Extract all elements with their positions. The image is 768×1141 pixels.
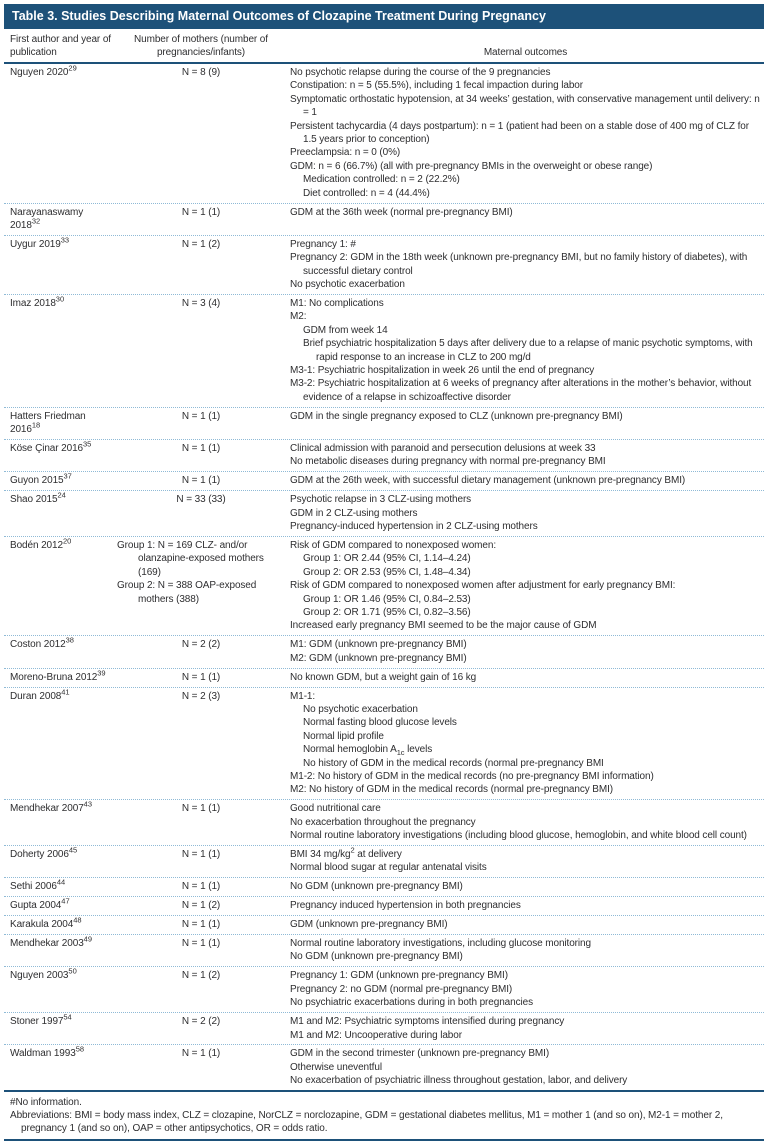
author-cell: Gupta 2004$^{47}$ — [10, 896, 70, 912]
outcome-line: Pregnancy 2: no GDM (normal pre-pregnancy BMI) — [290, 983, 513, 995]
reference-superscript: 18 — [31, 420, 41, 430]
outcome-line: Pregnancy 1: # — [290, 238, 356, 250]
outcome-line: Otherwise uneventful — [290, 1061, 382, 1073]
outcome-line: Pregnancy-induced hypertension in 2 CLZ-using mothers — [290, 521, 538, 533]
reference-superscript: 35 — [83, 439, 92, 449]
author-cell: Bodén 2012$^{20}$ — [10, 536, 72, 551]
outcome-line: M2: — [290, 311, 307, 323]
mothers-count-cell: N = 2 (2) — [181, 639, 221, 651]
outcome-line: No psychotic relapse during the course of the 9 pregnancies — [290, 67, 551, 78]
reference-superscript: 24 — [57, 490, 66, 500]
outcome-line: M1 and M2: Psychiatric symptoms intensified during pregnancy — [290, 1016, 565, 1028]
outcome-line: Group 1: OR 2.44 (95% CI, 1.14–4.24) — [303, 553, 471, 565]
outcomes-cell — [287, 937, 764, 964]
outcome-line: Clinical admission with paranoid and persecution delusions at week 33 — [290, 443, 596, 455]
outcome-line: Good nutritional care — [290, 803, 381, 815]
outcome-line: No known GDM, but a weight gain of 16 kg — [290, 671, 477, 683]
outcome-line: No psychotic exacerbation — [290, 279, 405, 291]
outcomes-cell — [287, 442, 764, 469]
outcomes-cell — [287, 690, 764, 797]
author-cell: Köse Çinar 2016$^{35}$ — [10, 439, 92, 455]
outcome-line: Pregnancy induced hypertension in both pregnancies — [290, 900, 521, 912]
outcome-line: No history of GDM in the medical records (normal pre-pregnancy BMI — [303, 757, 604, 769]
outcome-line: GDM: n = 6 (66.7%) (all with pre-pregnancy BMIs in the overweight or obese range) — [290, 160, 653, 172]
mothers-count-cell: N = 1 (2) — [181, 970, 221, 982]
mothers-count-cell: N = 1 (1) — [181, 849, 221, 861]
mothers-count-cell: N = 3 (4) — [181, 298, 221, 309]
mothers-count-cell: N = 1 (2) — [181, 238, 221, 250]
mothers-count-cell: N = 1 (1) — [181, 881, 221, 893]
outcomes-cell — [287, 918, 764, 931]
reference-superscript: 45 — [68, 845, 78, 855]
mothers-count-cell: N = 1 (1) — [181, 938, 221, 950]
outcomes-cell — [287, 969, 764, 1009]
outcome-line: Symptomatic orthostatic hypotension, at 34 weeks’ gestation, with conservative management until delivery: n = 1 — [290, 93, 760, 119]
outcome-line: Persistent tachycardia (4 days postpartum): n = 1 (patient had been on a stable dose of 400 mg of CLZ for 1.5 years prior to conception) — [290, 120, 749, 146]
outcome-line: Pregnancy 2: GDM in the 18th week (unknown pre-pregnancy BMI, but no family history of diabetes), with successful dietary control — [290, 252, 748, 277]
outcomes-cell — [287, 493, 764, 533]
author-cell: Narayanaswamy 2018$^{32}$ — [10, 206, 84, 231]
outcome-line: M2: No history of GDM in the medical records (normal pre-pregnancy BMI) — [290, 784, 614, 796]
table-row — [4, 916, 764, 935]
reference-superscript: 49 — [83, 934, 92, 944]
outcome-line: Pregnancy 1: GDM (unknown pre-pregnancy BMI) — [290, 970, 508, 982]
outcome-line: GDM at the 36th week (normal pre-pregnancy BMI) — [290, 206, 513, 218]
mothers-count-cell: N = 1 (1) — [181, 206, 221, 218]
outcome-line: Brief psychiatric hospitalization 5 days after delivery due to a relapse of manic psychotic symptoms, with rapid response to an increase in CLZ to 200 mg/d — [303, 338, 753, 363]
outcomes-cell — [287, 899, 764, 912]
table-row — [4, 440, 764, 472]
reference-superscript: 39 — [97, 668, 106, 678]
outcome-line: GDM from week 14 — [303, 324, 388, 336]
outcome-line: GDM (unknown pre-pregnancy BMI) — [290, 919, 448, 931]
outcome-line: Preeclampsia: n = 0 (0%) — [290, 147, 401, 159]
mothers-count-cell: N = 8 (9) — [181, 67, 221, 78]
author-cell: Stoner 1997$^{54}$ — [10, 1012, 72, 1028]
author-cell: Doherty 2006$^{45}$ — [10, 845, 78, 861]
author-cell: Hatters Friedman 2016$^{18}$ — [10, 410, 86, 436]
outcome-line: Psychotic relapse in 3 CLZ-using mothers — [290, 494, 472, 506]
subscript: 1c — [396, 748, 405, 758]
table-row — [4, 408, 764, 440]
author-cell: Nguyen 2020$^{29}$ — [10, 63, 77, 78]
mothers-count-cell: N = 33 (33) — [176, 494, 226, 506]
outcome-line: No exacerbation of psychiatric illness throughout gestation, labor, and delivery — [290, 1075, 628, 1087]
outcome-line: Normal routine laboratory investigations, including glucose monitoring — [290, 938, 591, 950]
outcome-line: No GDM (unknown pre-pregnancy BMI) — [290, 951, 463, 963]
outcomes-cell — [287, 802, 764, 842]
outcome-line: M1 and M2: Uncooperative during labor — [290, 1029, 462, 1041]
outcome-line: Normal routine laboratory investigations (including blood glucose, hemoglobin, and white blood cell count) — [290, 830, 747, 842]
author-cell: Shao 2015$^{24}$ — [10, 490, 66, 506]
outcome-line: Normal fasting blood glucose levels — [303, 717, 457, 729]
table-body — [4, 64, 764, 1092]
outcome-line: GDM in the second trimester (unknown pre-pregnancy BMI) — [290, 1048, 550, 1060]
author-cell: Waldman 1993$^{58}$ — [10, 1045, 85, 1060]
outcome-line: Normal blood sugar at regular antenatal visits — [290, 862, 487, 874]
reference-superscript: 29 — [68, 63, 77, 73]
outcomes-cell — [287, 297, 764, 404]
author-cell: Duran 2008$^{41}$ — [10, 687, 70, 702]
outcomes-cell — [287, 410, 764, 437]
mothers-count-cell: N = 1 (1) — [181, 919, 221, 931]
outcome-line: Medication controlled: n = 2 (22.2%) — [303, 174, 460, 186]
outcome-line: BMI 34 $mg/kg^2$ at delivery — [290, 845, 402, 861]
outcomes-cell — [287, 845, 764, 875]
outcome-line: M2: GDM (unknown pre-pregnancy BMI) — [290, 652, 467, 664]
column-header-author: First author and year of publication — [10, 34, 111, 58]
outcome-line: Normal lipid profile — [303, 730, 384, 742]
outcome-line: M1: No complications — [290, 298, 384, 309]
mothers-count-cell: N = 1 (1) — [181, 1048, 221, 1060]
outcome-line: Diet controlled: n = 4 (44.4%) — [303, 187, 430, 199]
table-header-row — [4, 29, 764, 64]
table-row — [4, 236, 764, 295]
reference-superscript: 47 — [61, 896, 70, 906]
reference-superscript: 43 — [83, 799, 92, 809]
reference-superscript: 41 — [61, 687, 70, 697]
author-cell: Uygur 2019$^{33}$ — [10, 235, 70, 250]
outcome-line: Risk of GDM compared to nonexposed women after adjustment for early pregnancy BMI: — [290, 580, 676, 592]
mothers-count-cell: N = 1 (1) — [181, 671, 221, 683]
outcomes-cell — [287, 671, 764, 684]
table-row — [4, 897, 764, 916]
outcomes-cell — [287, 539, 764, 633]
mothers-count-cell — [115, 539, 287, 633]
author-cell: Moreno-Bruna 2012$^{39}$ — [10, 668, 106, 683]
outcome-line: Group 1: OR 1.46 (95% CI, 0.84–2.53) — [303, 593, 471, 605]
table-row — [4, 967, 764, 1013]
reference-superscript: 54 — [63, 1012, 72, 1022]
outcome-line: Group 2: OR 1.71 (95% CI, 0.82–3.56) — [303, 607, 471, 619]
reference-superscript: 30 — [55, 294, 65, 304]
author-cell: Karakula 2004$^{48}$ — [10, 915, 82, 931]
table-row — [4, 935, 764, 967]
reference-superscript: 44 — [56, 878, 66, 888]
outcome-line: No psychotic exacerbation — [303, 703, 418, 715]
table-row — [4, 472, 764, 491]
outcome-line: M1: GDM (unknown pre-pregnancy BMI) — [290, 639, 467, 651]
outcome-line: Increased early pregnancy BMI seemed to be the major cause of GDM — [290, 620, 597, 632]
table-row — [4, 688, 764, 801]
table-row — [4, 295, 764, 408]
author-cell: Mendhekar 2003$^{49}$ — [10, 934, 92, 950]
outcome-line: No GDM (unknown pre-pregnancy BMI) — [290, 881, 463, 893]
table-row — [4, 1045, 764, 1090]
table-title: Table 3. Studies Describing Maternal Outcomes of Clozapine Treatment During Pregnancy — [4, 4, 764, 29]
table-row — [4, 491, 764, 537]
reference-superscript: 32 — [31, 216, 41, 226]
reference-superscript: 48 — [73, 915, 82, 925]
mothers-count-cell: N = 2 (2) — [181, 1016, 221, 1028]
outcome-line: Group 2: OR 2.53 (95% CI, 1.48–4.34) — [303, 566, 471, 578]
mothers-count-cell: N = 1 (2) — [181, 900, 221, 912]
outcome-line: No exacerbation throughout the pregnancy — [290, 816, 476, 828]
table-row — [4, 204, 764, 236]
author-cell: Mendhekar 2007$^{43}$ — [10, 799, 92, 815]
footnote-abbreviations: Abbreviations: BMI = body mass index, CLZ = clozapine, NorCLZ = norclozapine, GDM = gestational diabetes mellitus, M1 = mother 1 (and so on), M2-1 = mother 2, pregnancy 1 (and so on), OAP = other antipsychotics, OR = odds ratio. — [10, 1110, 723, 1135]
outcome-line: Normal hemoglobin $A_{1c}$ levels — [303, 744, 433, 758]
outcome-line: Risk of GDM compared to nonexposed women: — [290, 540, 496, 551]
outcomes-cell — [287, 66, 764, 200]
outcome-line: M1-1: — [290, 690, 316, 702]
author-cell: Sethi 2006$^{44}$ — [10, 878, 66, 893]
reference-superscript: 20 — [62, 536, 72, 546]
author-cell: Coston 2012$^{38}$ — [10, 636, 74, 651]
reference-superscript: 38 — [65, 636, 74, 646]
outcomes-cell — [287, 206, 764, 233]
outcome-line: M3-1: Psychiatric hospitalization in week 26 until the end of pregnancy — [290, 365, 595, 377]
superscript: 2 — [350, 845, 355, 855]
outcome-line: GDM at the 26th week, with successful dietary management (unknown pre-pregnancy BMI) — [290, 475, 686, 487]
table-row — [4, 669, 764, 688]
mothers-count-line: Group 1: N = 169 CLZ- and/or olanzapine-exposed mothers (169) — [117, 540, 264, 578]
outcome-line: GDM in 2 CLZ-using mothers — [290, 507, 418, 519]
outcomes-cell — [287, 474, 764, 487]
footnote-no-information: #No information. — [10, 1097, 82, 1109]
mothers-count-cell: N = 1 (1) — [181, 410, 221, 422]
table-footnotes — [4, 1092, 764, 1141]
reference-superscript: 33 — [60, 235, 70, 245]
mothers-count-cell: N = 1 (1) — [181, 475, 221, 487]
table-row — [4, 636, 764, 668]
outcome-line: GDM in the single pregnancy exposed to CLZ (unknown pre-pregnancy BMI) — [290, 410, 623, 422]
mothers-count-cell: N = 2 (3) — [181, 690, 221, 702]
author-cell: Imaz 2018$^{30}$ — [10, 294, 65, 309]
column-header-outcomes: Maternal outcomes — [483, 47, 568, 58]
author-cell: Nguyen 2003$^{50}$ — [10, 967, 77, 982]
author-cell: Guyon 2015$^{37}$ — [10, 472, 72, 487]
table-row — [4, 878, 764, 897]
table-row — [4, 846, 764, 878]
outcomes-cell — [287, 880, 764, 893]
outcome-line: M1-2: No history of GDM in the medical records (no pre-pregnancy BMI information) — [290, 771, 654, 782]
table-row — [4, 1013, 764, 1045]
column-header-mothers: Number of mothers (number of pregnancies/infants) — [134, 34, 268, 58]
outcome-line: No metabolic diseases during pregnancy with normal pre-pregnancy BMI — [290, 456, 606, 468]
mothers-count-line: Group 2: N = 388 OAP-exposed mothers (388) — [117, 580, 257, 605]
outcome-line: No psychiatric exacerbations during in both pregnancies — [290, 997, 533, 1009]
table-row — [4, 537, 764, 636]
outcomes-cell — [287, 1015, 764, 1042]
reference-superscript: 37 — [63, 472, 72, 482]
outcome-line: M3-2: Psychiatric hospitalization at 6 weeks of pregnancy after alterations in the mother’s behavior, without evidence of a relapse in schizoaffective disorder — [290, 378, 752, 403]
outcomes-cell — [287, 1047, 764, 1087]
table-row — [4, 800, 764, 846]
outcomes-cell — [287, 638, 764, 665]
outcome-line: Constipation: n = 5 (55.5%), including 1 fecal impaction during labor — [290, 80, 583, 92]
outcomes-cell — [287, 238, 764, 292]
mothers-count-cell: N = 1 (1) — [181, 443, 221, 455]
reference-superscript: 50 — [68, 967, 77, 977]
table-row — [4, 64, 764, 204]
mothers-count-cell: N = 1 (1) — [181, 803, 221, 815]
reference-superscript: 58 — [75, 1045, 85, 1055]
